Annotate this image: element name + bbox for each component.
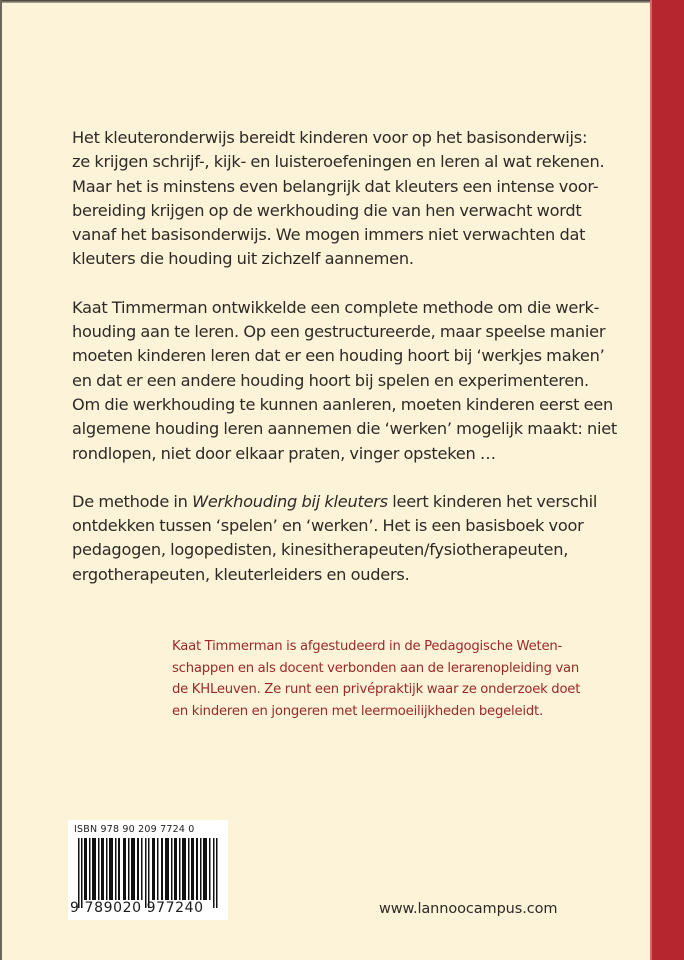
text-line: Het kleuteronderwijs bereidt kinderen voor op het basisonderwijs: <box>72 128 588 147</box>
text-line: algemene houding leren aannemen die ‘werken’ mogelijk maakt: niet <box>72 419 618 439</box>
publisher-website: www.lannoocampus.com <box>379 901 558 917</box>
bio-line: de KHLeuven. Ze runt een privépraktijk waar ze onderzoek doet <box>172 682 581 697</box>
text-line: Maar het is minstens even belangrijk dat kleuters een intense voor- <box>72 176 599 196</box>
text-line: vanaf het basisonderwijs. We mogen immers niet verwachten dat <box>72 225 586 245</box>
cover-left-edge <box>0 0 2 960</box>
text-line: moeten kinderen leren dat er een houding hoort bij ‘werkjes maken’ <box>72 346 605 366</box>
text-fragment: leert kinderen het verschil <box>387 491 598 511</box>
text-line: ontdekken tussen ‘spelen’ en ‘werken’. Het is een basisboek voor <box>72 516 584 536</box>
text-line: houding aan te leren. Op een gestructureerde, maar speelse manier <box>72 322 606 342</box>
cover-top-edge <box>0 0 650 3</box>
barcode-bars-icon <box>78 838 220 908</box>
isbn-barcode <box>68 820 228 920</box>
blurb-paragraph-1 <box>72 126 632 272</box>
blurb-paragraph-3 <box>72 490 632 587</box>
text-line: Kaat Timmerman ontwikkelde een complete methode om die werk- <box>72 297 600 317</box>
text-line: pedagogen, logopedisten, kinesitherapeuten/fysiotherapeuten, <box>72 540 569 560</box>
text-line: kleuters die houding uit zichzelf aannemen. <box>72 249 414 269</box>
text-line: Om die werkhouding te kunnen aanleren, moeten kinderen eerst een <box>72 394 614 414</box>
blurb-paragraph-2 <box>72 296 632 466</box>
bio-line: Kaat Timmerman is afgestudeerd in de Pedagogische Weten- <box>172 639 563 654</box>
text-line: ze krijgen schrijf-, kijk- en luisteroefeningen en leren al wat rekenen. <box>72 152 605 172</box>
text-line: bereiding krijgen op de werkhouding die van hen verwacht wordt <box>72 200 582 220</box>
isbn-label: ISBN 978 90 209 7724 0 <box>74 824 195 835</box>
author-bio <box>172 636 632 722</box>
bio-line: en kinderen en jongeren met leermoeilijkheden begeleidt. <box>172 703 544 719</box>
text-line: ergotherapeuten, kleuterleiders en ouders. <box>72 564 410 584</box>
text-line: en dat er een andere houding hoort bij spelen en experimenteren. <box>72 370 589 390</box>
text-fragment: De methode in <box>72 491 193 511</box>
ean-digits: 9 789020 977240 <box>70 900 204 916</box>
book-title: Werkhouding bij kleuters <box>192 491 388 511</box>
bio-line: schappen en als docent verbonden aan de lerarenopleiding van <box>172 660 580 676</box>
blurb <box>72 126 632 587</box>
text-line: rondlopen, niet door elkaar praten, vinger opsteken … <box>72 443 496 463</box>
spine-stripe <box>650 0 684 960</box>
text-line <box>72 490 632 514</box>
